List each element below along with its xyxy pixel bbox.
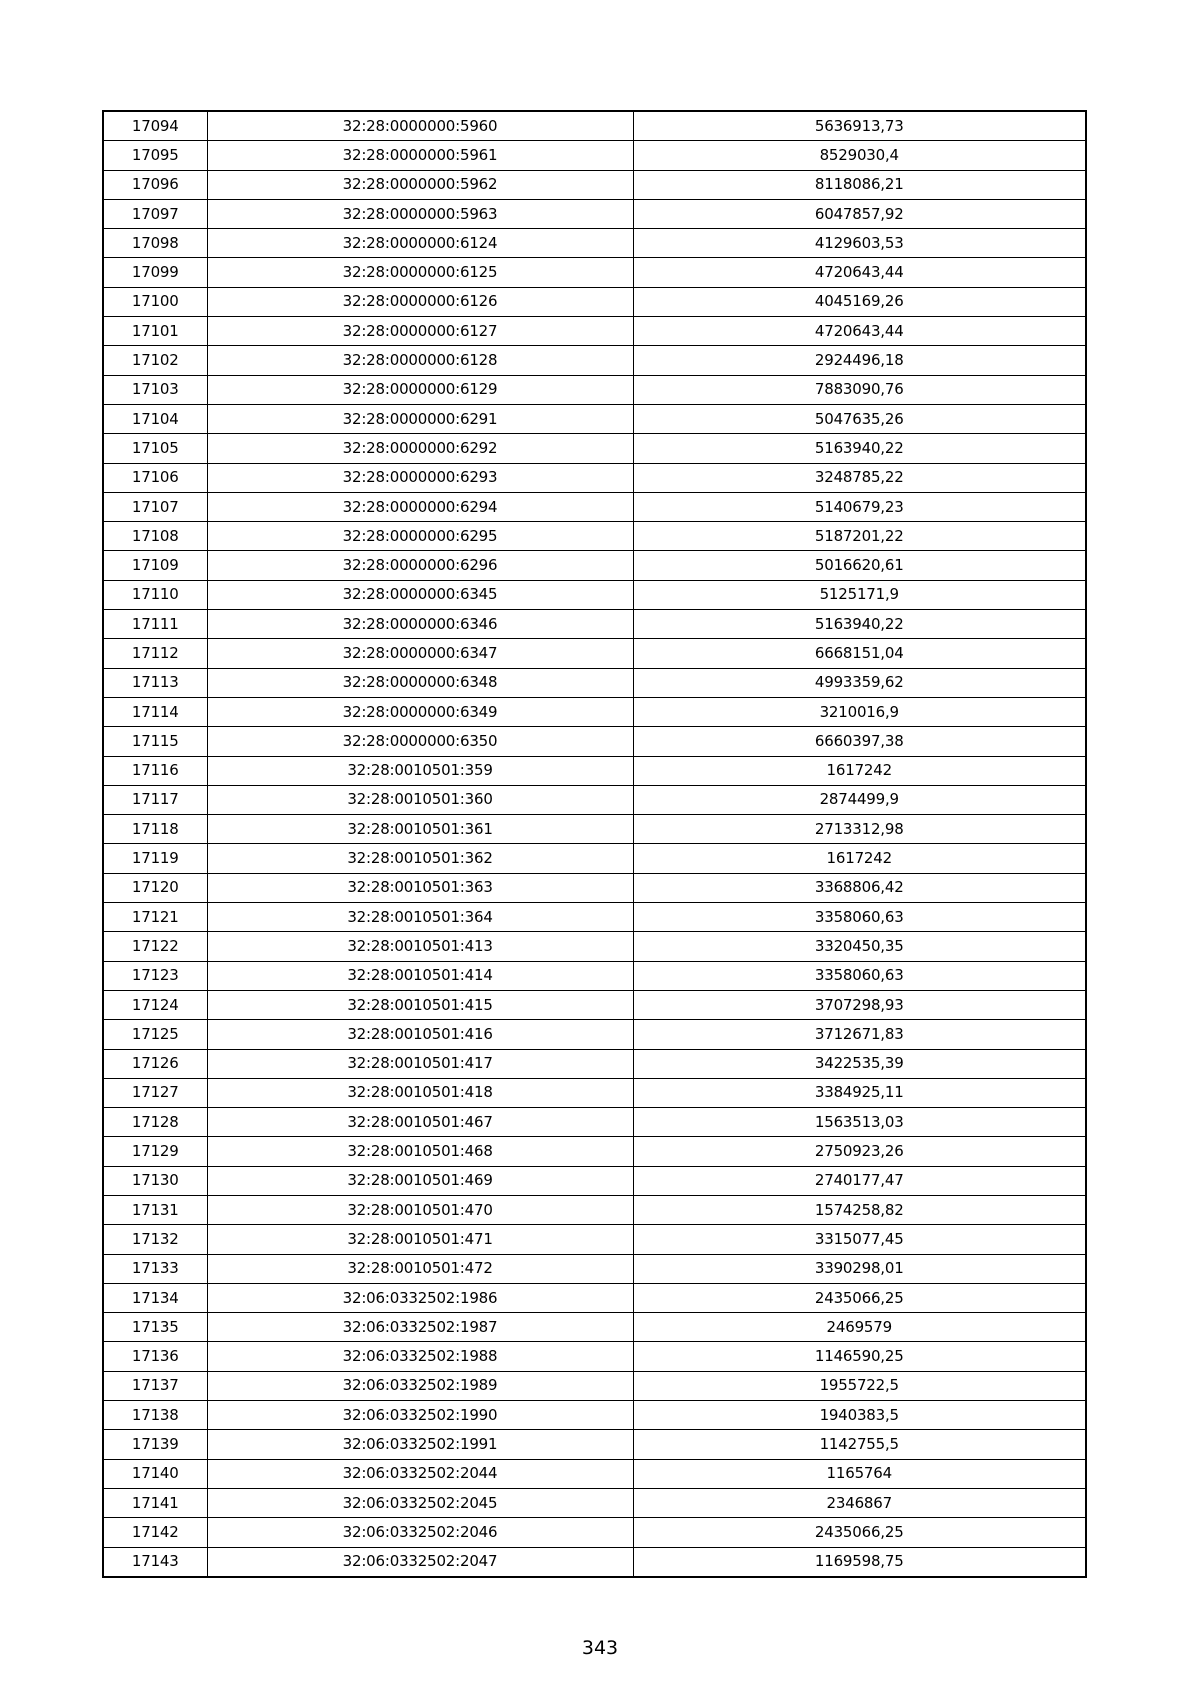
table-row (103, 199, 1086, 228)
row-number-cell: 17094 (103, 111, 207, 141)
value-cell: 4045169,26 (633, 287, 1086, 316)
data-table (102, 110, 1087, 1578)
table-row (103, 1342, 1086, 1371)
value-cell: 3358060,63 (633, 903, 1086, 932)
row-number-cell: 17141 (103, 1488, 207, 1517)
row-number-cell: 17108 (103, 522, 207, 551)
cadastral-number-cell: 32:06:0332502:1986 (207, 1283, 633, 1312)
row-number-cell: 17138 (103, 1401, 207, 1430)
row-number-cell: 17132 (103, 1225, 207, 1254)
value-cell: 3707298,93 (633, 990, 1086, 1019)
value-cell: 2469579 (633, 1313, 1086, 1342)
value-cell: 1169598,75 (633, 1547, 1086, 1577)
row-number-cell: 17137 (103, 1371, 207, 1400)
row-number-cell: 17102 (103, 346, 207, 375)
cadastral-number-cell: 32:06:0332502:1991 (207, 1430, 633, 1459)
row-number-cell: 17122 (103, 932, 207, 961)
cadastral-number-cell: 32:28:0010501:361 (207, 815, 633, 844)
value-cell: 5163940,22 (633, 434, 1086, 463)
table-row (103, 317, 1086, 346)
table-row (103, 903, 1086, 932)
cadastral-number-cell: 32:28:0010501:414 (207, 961, 633, 990)
cadastral-number-cell: 32:28:0010501:413 (207, 932, 633, 961)
cadastral-number-cell: 32:28:0000000:6295 (207, 522, 633, 551)
cadastral-number-cell: 32:28:0010501:472 (207, 1254, 633, 1283)
page-number: 343 (581, 1637, 619, 1659)
cadastral-number-cell: 32:28:0000000:6296 (207, 551, 633, 580)
cadastral-number-cell: 32:28:0000000:6124 (207, 229, 633, 258)
cadastral-number-cell: 32:06:0332502:1988 (207, 1342, 633, 1371)
value-cell: 3712671,83 (633, 1020, 1086, 1049)
cadastral-number-cell: 32:28:0000000:5961 (207, 141, 633, 170)
row-number-cell: 17135 (103, 1313, 207, 1342)
row-number-cell: 17121 (103, 903, 207, 932)
table-row (103, 1401, 1086, 1430)
row-number-cell: 17095 (103, 141, 207, 170)
table-row (103, 1049, 1086, 1078)
table-row (103, 492, 1086, 521)
row-number-cell: 17107 (103, 492, 207, 521)
cadastral-number-cell: 32:28:0010501:470 (207, 1195, 633, 1224)
row-number-cell: 17126 (103, 1049, 207, 1078)
table-row (103, 522, 1086, 551)
value-cell: 5636913,73 (633, 111, 1086, 141)
value-cell: 3320450,35 (633, 932, 1086, 961)
value-cell: 7883090,76 (633, 375, 1086, 404)
row-number-cell: 17111 (103, 610, 207, 639)
table-row (103, 1254, 1086, 1283)
cadastral-number-cell: 32:28:0000000:6291 (207, 404, 633, 433)
cadastral-number-cell: 32:06:0332502:2044 (207, 1459, 633, 1488)
cadastral-number-cell: 32:28:0000000:6128 (207, 346, 633, 375)
value-cell: 6660397,38 (633, 727, 1086, 756)
row-number-cell: 17097 (103, 199, 207, 228)
cadastral-number-cell: 32:06:0332502:1990 (207, 1401, 633, 1430)
row-number-cell: 17098 (103, 229, 207, 258)
table-row (103, 1430, 1086, 1459)
row-number-cell: 17142 (103, 1518, 207, 1547)
table-row (103, 1488, 1086, 1517)
table-row (103, 551, 1086, 580)
row-number-cell: 17130 (103, 1166, 207, 1195)
table-row (103, 697, 1086, 726)
cadastral-number-cell: 32:28:0000000:6292 (207, 434, 633, 463)
value-cell: 1563513,03 (633, 1108, 1086, 1137)
value-cell: 1617242 (633, 756, 1086, 785)
value-cell: 5047635,26 (633, 404, 1086, 433)
cadastral-number-cell: 32:28:0010501:468 (207, 1137, 633, 1166)
cadastral-number-cell: 32:28:0010501:364 (207, 903, 633, 932)
value-cell: 5187201,22 (633, 522, 1086, 551)
row-number-cell: 17104 (103, 404, 207, 433)
value-cell: 2435066,25 (633, 1518, 1086, 1547)
value-cell: 3384925,11 (633, 1078, 1086, 1107)
table-row (103, 287, 1086, 316)
row-number-cell: 17128 (103, 1108, 207, 1137)
cadastral-number-cell: 32:28:0010501:363 (207, 873, 633, 902)
cadastral-number-cell: 32:28:0000000:6125 (207, 258, 633, 287)
value-cell: 8529030,4 (633, 141, 1086, 170)
row-number-cell: 17120 (103, 873, 207, 902)
row-number-cell: 17114 (103, 697, 207, 726)
table-row (103, 346, 1086, 375)
row-number-cell: 17105 (103, 434, 207, 463)
value-cell: 4993359,62 (633, 668, 1086, 697)
cadastral-number-cell: 32:28:0010501:360 (207, 785, 633, 814)
row-number-cell: 17140 (103, 1459, 207, 1488)
cadastral-number-cell: 32:28:0000000:6127 (207, 317, 633, 346)
value-cell: 4720643,44 (633, 317, 1086, 346)
row-number-cell: 17136 (103, 1342, 207, 1371)
row-number-cell: 17117 (103, 785, 207, 814)
table-row (103, 1166, 1086, 1195)
row-number-cell: 17103 (103, 375, 207, 404)
row-number-cell: 17116 (103, 756, 207, 785)
value-cell: 4129603,53 (633, 229, 1086, 258)
value-cell: 5016620,61 (633, 551, 1086, 580)
value-cell: 2435066,25 (633, 1283, 1086, 1312)
cadastral-number-cell: 32:28:0010501:362 (207, 844, 633, 873)
row-number-cell: 17106 (103, 463, 207, 492)
row-number-cell: 17127 (103, 1078, 207, 1107)
row-number-cell: 17129 (103, 1137, 207, 1166)
table-row (103, 1108, 1086, 1137)
cadastral-number-cell: 32:28:0010501:467 (207, 1108, 633, 1137)
row-number-cell: 17099 (103, 258, 207, 287)
table-row (103, 815, 1086, 844)
table-row (103, 229, 1086, 258)
row-number-cell: 17118 (103, 815, 207, 844)
table-body (103, 111, 1086, 1577)
table-row (103, 932, 1086, 961)
value-cell: 5125171,9 (633, 580, 1086, 609)
table-row (103, 873, 1086, 902)
table-row (103, 580, 1086, 609)
value-cell: 2346867 (633, 1488, 1086, 1517)
row-number-cell: 17110 (103, 580, 207, 609)
cadastral-number-cell: 32:28:0000000:6345 (207, 580, 633, 609)
value-cell: 3422535,39 (633, 1049, 1086, 1078)
row-number-cell: 17109 (103, 551, 207, 580)
cadastral-number-cell: 32:28:0010501:417 (207, 1049, 633, 1078)
value-cell: 1955722,5 (633, 1371, 1086, 1400)
cadastral-number-cell: 32:28:0000000:6347 (207, 639, 633, 668)
cadastral-number-cell: 32:06:0332502:2045 (207, 1488, 633, 1517)
table-row (103, 668, 1086, 697)
value-cell: 2924496,18 (633, 346, 1086, 375)
table-row (103, 258, 1086, 287)
table-row (103, 1283, 1086, 1312)
value-cell: 3315077,45 (633, 1225, 1086, 1254)
table-row (103, 785, 1086, 814)
row-number-cell: 17125 (103, 1020, 207, 1049)
table-row (103, 463, 1086, 492)
cadastral-number-cell: 32:28:0000000:6350 (207, 727, 633, 756)
value-cell: 5163940,22 (633, 610, 1086, 639)
cadastral-number-cell: 32:28:0000000:6129 (207, 375, 633, 404)
cadastral-number-cell: 32:28:0000000:6346 (207, 610, 633, 639)
table-row (103, 1137, 1086, 1166)
table-row (103, 404, 1086, 433)
cadastral-number-cell: 32:28:0000000:6349 (207, 697, 633, 726)
table-row (103, 1225, 1086, 1254)
cadastral-number-cell: 32:28:0010501:471 (207, 1225, 633, 1254)
value-cell: 2750923,26 (633, 1137, 1086, 1166)
cadastral-number-cell: 32:28:0010501:418 (207, 1078, 633, 1107)
table-row (103, 1313, 1086, 1342)
cadastral-number-cell: 32:28:0010501:415 (207, 990, 633, 1019)
row-number-cell: 17139 (103, 1430, 207, 1459)
row-number-cell: 17112 (103, 639, 207, 668)
value-cell: 6047857,92 (633, 199, 1086, 228)
value-cell: 2713312,98 (633, 815, 1086, 844)
value-cell: 3368806,42 (633, 873, 1086, 902)
row-number-cell: 17100 (103, 287, 207, 316)
row-number-cell: 17113 (103, 668, 207, 697)
row-number-cell: 17131 (103, 1195, 207, 1224)
value-cell: 4720643,44 (633, 258, 1086, 287)
cadastral-number-cell: 32:28:0000000:6294 (207, 492, 633, 521)
cadastral-number-cell: 32:28:0000000:5963 (207, 199, 633, 228)
value-cell: 8118086,21 (633, 170, 1086, 199)
cadastral-number-cell: 32:06:0332502:2047 (207, 1547, 633, 1577)
cadastral-number-cell: 32:28:0000000:5962 (207, 170, 633, 199)
table-row (103, 610, 1086, 639)
cadastral-number-cell: 32:28:0000000:5960 (207, 111, 633, 141)
value-cell: 5140679,23 (633, 492, 1086, 521)
value-cell: 6668151,04 (633, 639, 1086, 668)
table-row (103, 1547, 1086, 1577)
table-row (103, 639, 1086, 668)
value-cell: 3358060,63 (633, 961, 1086, 990)
table-row (103, 990, 1086, 1019)
table-row (103, 434, 1086, 463)
table-row (103, 111, 1086, 141)
table-row (103, 1020, 1086, 1049)
cadastral-number-cell: 32:28:0000000:6293 (207, 463, 633, 492)
value-cell: 3248785,22 (633, 463, 1086, 492)
table-row (103, 727, 1086, 756)
row-number-cell: 17096 (103, 170, 207, 199)
row-number-cell: 17119 (103, 844, 207, 873)
cadastral-number-cell: 32:28:0010501:359 (207, 756, 633, 785)
value-cell: 2740177,47 (633, 1166, 1086, 1195)
table-row (103, 1078, 1086, 1107)
cadastral-number-cell: 32:28:0000000:6348 (207, 668, 633, 697)
cadastral-number-cell: 32:28:0000000:6126 (207, 287, 633, 316)
row-number-cell: 17115 (103, 727, 207, 756)
value-cell: 1574258,82 (633, 1195, 1086, 1224)
table-row (103, 375, 1086, 404)
value-cell: 3210016,9 (633, 697, 1086, 726)
row-number-cell: 17134 (103, 1283, 207, 1312)
table-row (103, 961, 1086, 990)
row-number-cell: 17101 (103, 317, 207, 346)
table-row (103, 1195, 1086, 1224)
row-number-cell: 17133 (103, 1254, 207, 1283)
table-row (103, 844, 1086, 873)
table-row (103, 756, 1086, 785)
value-cell: 1165764 (633, 1459, 1086, 1488)
cadastral-number-cell: 32:06:0332502:1989 (207, 1371, 633, 1400)
table-row (103, 170, 1086, 199)
row-number-cell: 17123 (103, 961, 207, 990)
value-cell: 1940383,5 (633, 1401, 1086, 1430)
table-row (103, 1371, 1086, 1400)
value-cell: 2874499,9 (633, 785, 1086, 814)
table-row (103, 1459, 1086, 1488)
table-row (103, 1518, 1086, 1547)
cadastral-number-cell: 32:06:0332502:1987 (207, 1313, 633, 1342)
row-number-cell: 17124 (103, 990, 207, 1019)
value-cell: 3390298,01 (633, 1254, 1086, 1283)
cadastral-number-cell: 32:06:0332502:2046 (207, 1518, 633, 1547)
value-cell: 1142755,5 (633, 1430, 1086, 1459)
value-cell: 1146590,25 (633, 1342, 1086, 1371)
row-number-cell: 17143 (103, 1547, 207, 1577)
cadastral-number-cell: 32:28:0010501:469 (207, 1166, 633, 1195)
value-cell: 1617242 (633, 844, 1086, 873)
cadastral-number-cell: 32:28:0010501:416 (207, 1020, 633, 1049)
table-row (103, 141, 1086, 170)
